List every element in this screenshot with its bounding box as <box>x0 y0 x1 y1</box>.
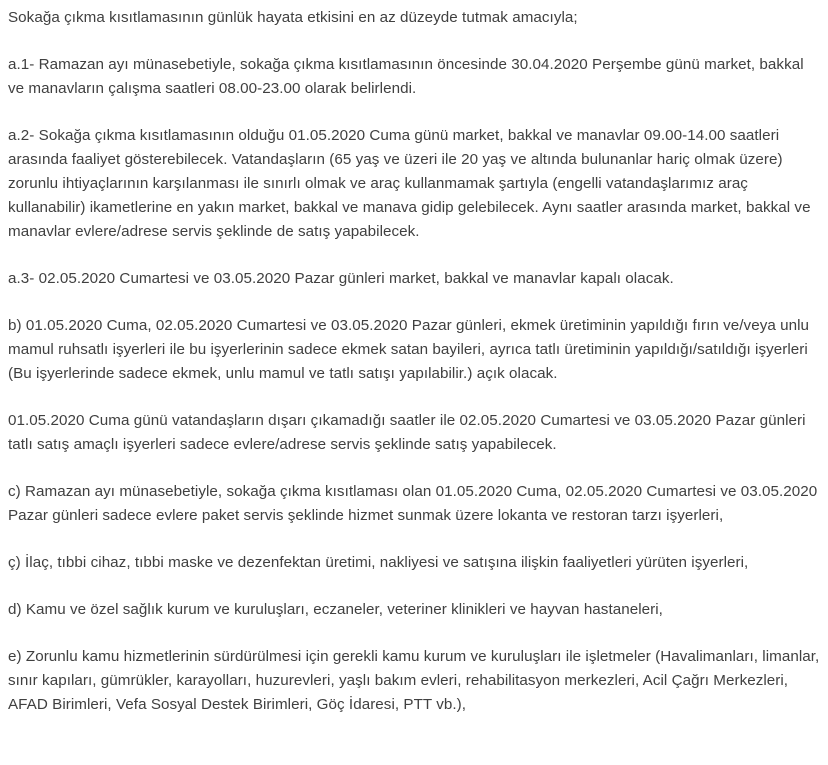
paragraph-b-note: 01.05.2020 Cuma günü vatandaşların dışarı çıkamadığı saatler ile 02.05.2020 Cumartesi ve 03.05.2020 Pazar günleri tatlı satış amaçlı işyerleri sadece evlere/adrese servis şeklinde satış yapabilecek. <box>8 412 806 453</box>
paragraph-a3: a.3- 02.05.2020 Cumartesi ve 03.05.2020 Pazar günleri market, bakkal ve manavlar kapalı olacak. <box>8 270 674 287</box>
paragraph-a1: a.1- Ramazan ayı münasebetiyle, sokağa çıkma kısıtlamasının öncesinde 30.04.2020 Perşembe günü market, bakkal ve manavların çalışma saatleri 08.00-23.00 olarak belirlendi. <box>8 56 804 97</box>
paragraph-a2: a.2- Sokağa çıkma kısıtlamasının olduğu 01.05.2020 Cuma günü market, bakkal ve manavlar 09.00-14.00 saatleri arasında faaliyet gösterebilecek. Vatandaşların (65 yaş ve üzeri ile 20 yaş ve altında bulunanlar hariç olmak üzere) zorunlu ihtiyaçlarının karşılanması ile sınırlı olmak ve araç kullanmamak şartıyla (engelli vatandaşlarımız araç kullanabilir) ikametlerine en yakın market, bakkal ve manava gidip gelebilecek. Aynı saatler arasında market, bakkal ve manavlar evlere/adrese servis şeklinde de satış yapabilecek. <box>8 127 811 240</box>
paragraph-c: c) Ramazan ayı münasebetiyle, sokağa çıkma kısıtlaması olan 01.05.2020 Cuma, 02.05.2020 Cumartesi ve 03.05.2020 Pazar günleri sadece evlere paket servis şeklinde hizmet sunmak üzere lokanta ve restoran tarzı işyerleri, <box>8 483 818 524</box>
intro-paragraph: Sokağa çıkma kısıtlamasının günlük hayata etkisini en az düzeyde tutmak amacıyla; <box>8 9 578 26</box>
paragraph-c-cedilla: ç) İlaç, tıbbi cihaz, tıbbi maske ve dezenfektan üretimi, nakliyesi ve satışına ilişkin faaliyetleri yürüten işyerleri, <box>8 554 749 571</box>
paragraph-b: b) 01.05.2020 Cuma, 02.05.2020 Cumartesi ve 03.05.2020 Pazar günleri, ekmek üretiminin yapıldığı fırın ve/veya unlu mamul ruhsatlı işyerleri ile bu işyerlerinin sadece ekmek satan bayileri, ayrıca tatlı üretiminin yapıldığı/satıldığı işyerleri (Bu işyerlerinde sadece ekmek, unlu mamul ve tatlı satışı yapılabilir.) açık olacak. <box>8 317 810 382</box>
paragraph-e: e) Zorunlu kamu hizmetlerinin sürdürülmesi için gerekli kamu kurum ve kuruluşları ile işletmeler (Havalimanları, limanlar, sınır kapıları, gümrükler, karayolları, huzurevleri, yaşlı bakım evleri, rehabilitasyon merkezleri, Acil Çağrı Merkezleri, AFAD Birimleri, Vefa Sosyal Destek Birimleri, Göç İdaresi, PTT vb.), <box>8 648 820 713</box>
paragraph-d: d) Kamu ve özel sağlık kurum ve kuruluşları, eczaneler, veteriner klinikleri ve hayvan hastaneleri, <box>8 601 663 618</box>
